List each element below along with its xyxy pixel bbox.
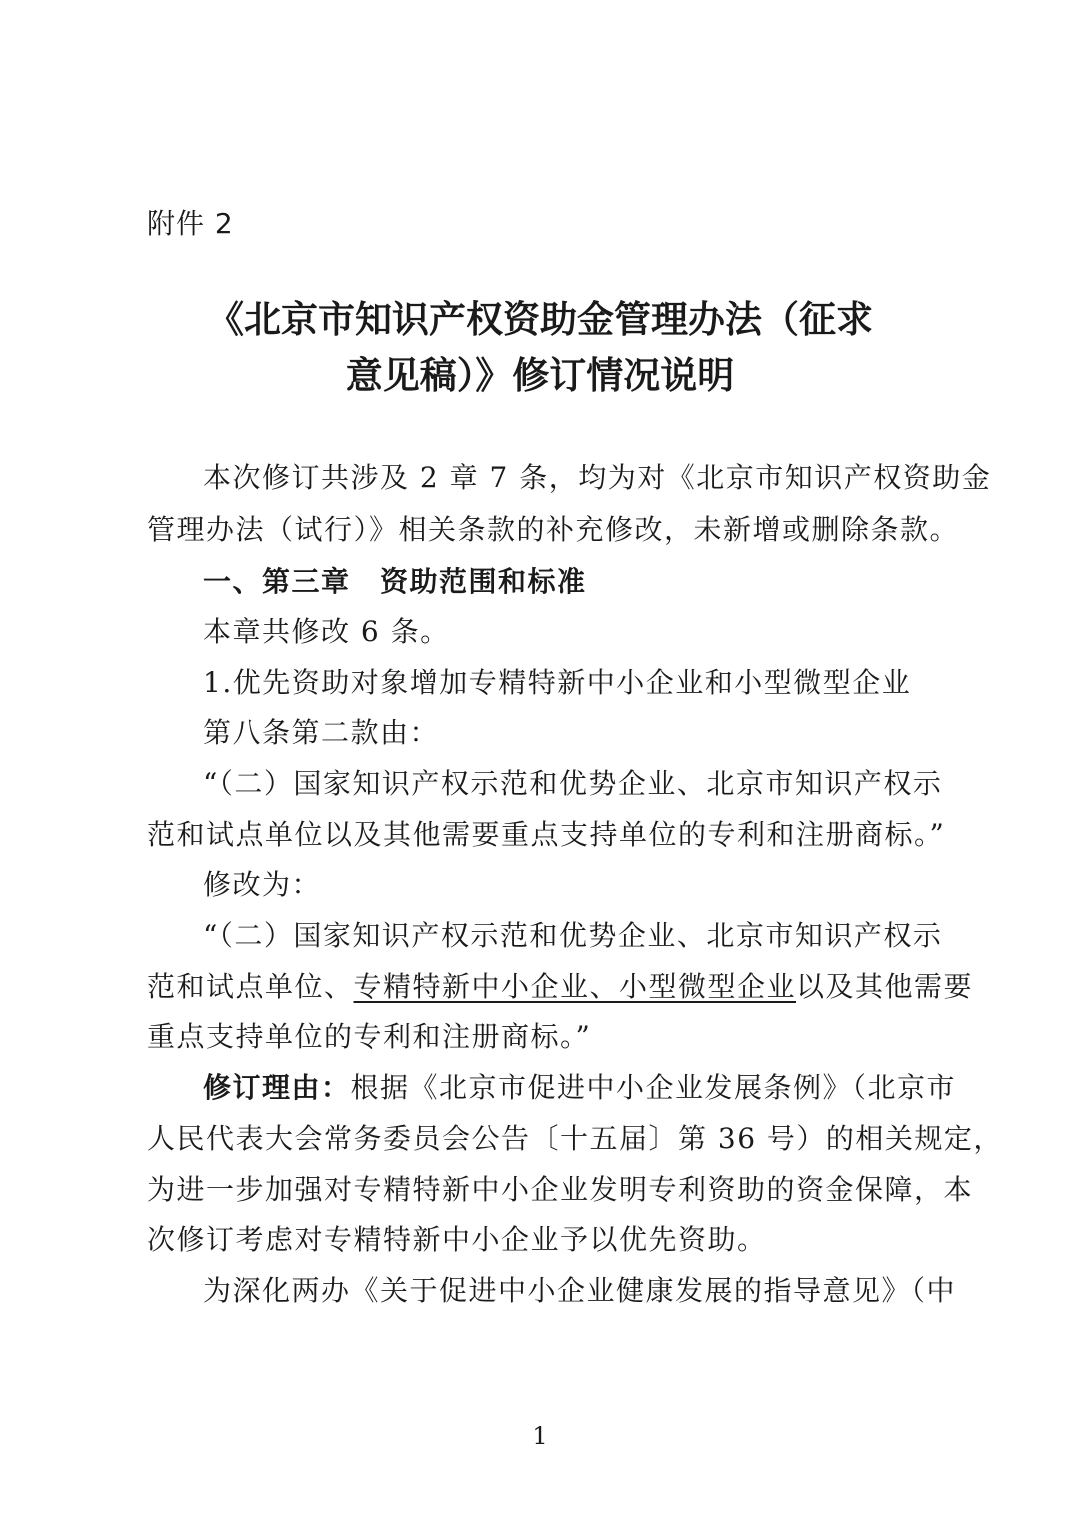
- reason-label: 修订理由：: [203, 1071, 351, 1104]
- intro-line-2: 管理办法（试行）》相关条款的补充修改，未新增或删除条款。: [147, 513, 960, 546]
- original-text-line-1: “（二）国家知识产权示范和优势企业、北京市知识产权示: [203, 767, 943, 800]
- revised-text-line-2: [147, 961, 974, 1013]
- intro-line-1: 本次修订共涉及 2 章 7 条，均为对《北京市知识产权资助金: [203, 461, 992, 494]
- revised-text-underlined: 专精特新中小企业、小型微型企业: [353, 970, 797, 1003]
- revised-text-line-1: “（二）国家知识产权示范和优势企业、北京市知识产权示: [203, 919, 943, 952]
- revised-text-after: 以及其他需要: [796, 970, 974, 1003]
- reason-line-1: [147, 1062, 957, 1114]
- revised-text-before: 范和试点单位、: [147, 970, 354, 1003]
- reason-line-3: 为进一步加强对专精特新中小企业发明专利资助的资金保障，本: [147, 1173, 974, 1206]
- reason-text: 根据《北京市促进中小企业发展条例》（北京市: [350, 1071, 957, 1104]
- title-line-2: 意见稿）》修订情况说明: [345, 354, 735, 397]
- section-summary: 本章共修改 6 条。: [203, 615, 450, 648]
- reason-line-2: 人民代表大会常务委员会公告〔十五届〕第 36 号）的相关规定，: [147, 1122, 1003, 1155]
- item-title: 1.优先资助对象增加专精特新中小企业和小型微型企业: [203, 666, 912, 699]
- title-line-1: 《北京市知识产权资助金管理办法（征求: [207, 298, 873, 341]
- page-number: 1: [532, 1422, 548, 1450]
- revised-intro: 修改为：: [203, 868, 322, 901]
- original-text-line-2: 范和试点单位以及其他需要重点支持单位的专利和注册商标。”: [147, 818, 946, 851]
- section-heading: 一、第三章 资助范围和标准: [203, 565, 587, 598]
- original-intro: 第八条第二款由：: [203, 716, 440, 749]
- reason-line-4: 次修订考虑对专精特新中小企业予以优先资助。: [147, 1223, 767, 1256]
- document-title: [140, 292, 940, 404]
- revised-text-line-3: 重点支持单位的专利和注册商标。”: [147, 1020, 592, 1053]
- attachment-label: 附件 2: [147, 207, 234, 240]
- continuation-line: 为深化两办《关于促进中小企业健康发展的指导意见》（中: [203, 1274, 957, 1307]
